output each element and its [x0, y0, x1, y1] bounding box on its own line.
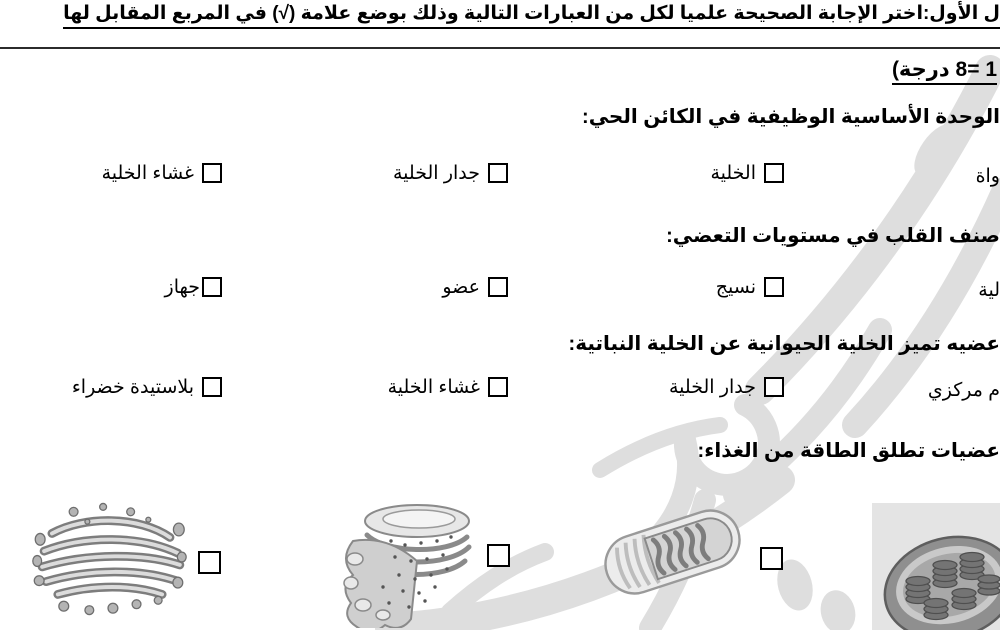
q3-option-4 [72, 374, 222, 400]
q1-option-4 [102, 160, 222, 186]
q3-option-4-label: بلاستيدة خضراء [71, 376, 194, 398]
q1-option-4-label: غشاء الخلية [101, 162, 194, 184]
q1-option-2-label: الخلية [710, 162, 756, 184]
q1-option-1-label: واة [975, 166, 1000, 187]
section-heading [63, 2, 1000, 25]
q1-checkbox-2[interactable] [764, 163, 784, 183]
q3-option-2-label: جدار الخلية [669, 376, 756, 398]
q1-option-3-label: جدار الخلية [393, 162, 480, 184]
q1-checkbox-4[interactable] [202, 163, 222, 183]
q3-checkbox-4[interactable] [202, 377, 222, 397]
section-heading-text: ل الأول:اختر الإجابة الصحيحة علميا لكل من العبارات التالية وذلك بوضع علامة (√) في المربع المقابل لها [63, 3, 1000, 29]
endoplasmic-reticulum-image [325, 483, 475, 628]
chloroplast-image [872, 503, 1000, 630]
points-note-text: 1 =8 درجة) [892, 58, 997, 85]
q2-checkbox-3[interactable] [488, 277, 508, 297]
q4-checkbox-er[interactable] [487, 544, 510, 567]
question-4: عضيات تطلق الطاقة من الغذاء: [697, 440, 1000, 462]
question-2: صنف القلب في مستويات التعضي: [666, 225, 1000, 247]
q2-option-3 [442, 274, 508, 300]
heading-divider [0, 47, 1000, 49]
q2-option-2 [716, 274, 784, 300]
q1-checkbox-3[interactable] [488, 163, 508, 183]
q2-option-4-label: جهاز [164, 276, 200, 298]
q2-option-4 [165, 274, 222, 300]
q4-checkbox-golgi[interactable] [198, 551, 221, 574]
mitochondrion-image [590, 493, 755, 611]
points-note [892, 57, 997, 82]
q3-checkbox-2[interactable] [764, 377, 784, 397]
q2-checkbox-4[interactable] [202, 277, 222, 297]
q1-option-2 [710, 160, 784, 186]
q3-option-1-label: م مركزي [927, 380, 1000, 401]
question-3: عضيه تميز الخلية الحيوانية عن الخلية النباتية: [568, 333, 1000, 355]
q2-checkbox-2[interactable] [764, 277, 784, 297]
q1-option-3 [393, 160, 508, 186]
q2-option-1-label: لية [978, 280, 1000, 301]
q4-checkbox-mitochondrion[interactable] [760, 547, 783, 570]
q3-checkbox-3[interactable] [488, 377, 508, 397]
q2-option-3-label: عضو [442, 276, 480, 298]
q3-option-3 [388, 374, 508, 400]
q3-option-2 [669, 374, 784, 400]
question-1: الوحدة الأساسية الوظيفية في الكائن الحي: [582, 106, 1000, 128]
q2-option-2-label: نسيج [715, 276, 756, 298]
q3-option-3-label: غشاء الخلية [387, 376, 480, 398]
golgi-apparatus-image [30, 500, 188, 618]
